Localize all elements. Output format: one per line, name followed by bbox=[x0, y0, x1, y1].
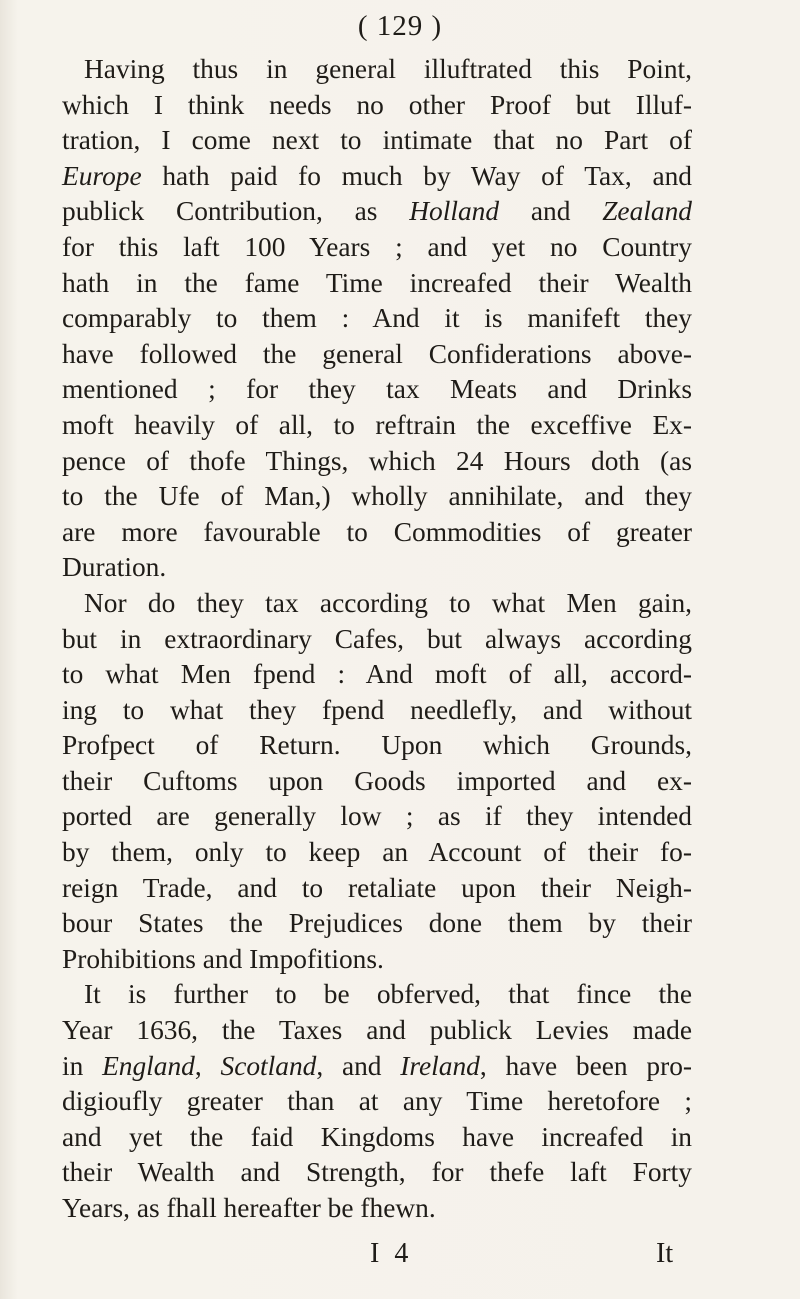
signature-mark: I 4 bbox=[370, 1238, 413, 1269]
text-run: are more favourable to Commodities of greater bbox=[62, 516, 692, 547]
text-line bbox=[62, 1049, 692, 1085]
italic-name: Zealand bbox=[602, 196, 692, 227]
text-run: their Wealth and Strength, for thefe laft Forty bbox=[62, 1157, 692, 1188]
text-run: Profpect of Return. Upon which Grounds, bbox=[62, 730, 692, 761]
text-line bbox=[62, 728, 692, 764]
text-line bbox=[62, 266, 692, 302]
text-line bbox=[62, 586, 692, 622]
text-line bbox=[62, 123, 692, 159]
text-run: digioufly greater than at any Time heretofore ; bbox=[62, 1086, 692, 1117]
text-run: Year 1636, the Taxes and publick Levies made bbox=[62, 1015, 692, 1046]
text-run: , have been pro- bbox=[479, 1050, 693, 1081]
text-line bbox=[62, 372, 692, 408]
text-run: Nor do they tax according to what Men gain, bbox=[84, 587, 692, 618]
text-run: , and bbox=[316, 1050, 401, 1081]
text-run: in bbox=[62, 1050, 103, 1081]
text-run: mentioned ; for they tax Meats and Drinks bbox=[62, 374, 692, 405]
text-run: It is further to be obferved, that fince the bbox=[84, 979, 692, 1010]
text-run: Years, as fhall hereafter be fhewn. bbox=[62, 1193, 436, 1223]
text-run: reign Trade, and to retaliate upon their Neigh- bbox=[62, 872, 692, 903]
text-line bbox=[62, 764, 692, 800]
text-run: for this laft 100 Years ; and yet no Country bbox=[62, 231, 692, 262]
text-line bbox=[62, 1120, 692, 1156]
text-run: Duration. bbox=[62, 552, 167, 583]
text-line bbox=[62, 835, 692, 871]
text-line bbox=[62, 622, 692, 658]
italic-name: Ireland bbox=[400, 1050, 480, 1081]
text-line bbox=[62, 871, 692, 907]
text-run: but in extraordinary Cafes, but always according bbox=[62, 623, 692, 654]
body-text bbox=[62, 52, 692, 1227]
text-line bbox=[62, 1191, 692, 1227]
text-run: comparably to them : And it is manifeft they bbox=[62, 303, 692, 334]
text-line bbox=[62, 1155, 692, 1191]
text-line bbox=[62, 657, 692, 693]
page-number: ( 129 ) bbox=[357, 10, 443, 42]
page-footer bbox=[0, 1238, 800, 1278]
italic-name: England bbox=[102, 1050, 195, 1081]
text-line bbox=[62, 550, 692, 586]
text-run: ported are generally low ; as if they intended bbox=[62, 801, 692, 832]
text-line bbox=[62, 977, 692, 1013]
text-run: ing to what they fpend needlefly, and without bbox=[62, 694, 692, 725]
text-run: their Cuftoms upon Goods imported and ex- bbox=[62, 765, 692, 796]
text-line bbox=[62, 444, 692, 480]
text-line bbox=[62, 799, 692, 835]
text-run: have followed the general Confiderations above- bbox=[62, 338, 692, 369]
text-run: and yet the faid Kingdoms have increafed in bbox=[62, 1121, 692, 1152]
text-line bbox=[62, 1084, 692, 1120]
text-line bbox=[62, 52, 692, 88]
text-line bbox=[62, 1013, 692, 1049]
text-run: , bbox=[194, 1050, 221, 1081]
text-line bbox=[62, 159, 692, 195]
text-line bbox=[62, 942, 692, 978]
catchword: It bbox=[656, 1238, 674, 1269]
italic-name: Europe bbox=[62, 160, 142, 191]
text-run: to what Men fpend : And moft of all, accord- bbox=[62, 659, 692, 690]
text-run: publick Contribution, as bbox=[62, 196, 410, 227]
text-run: hath paid fo much by Way of Tax, and bbox=[141, 160, 692, 191]
text-run: which I think needs no other Proof but Illuf- bbox=[62, 89, 692, 120]
text-run: bour States the Prejudices done them by their bbox=[62, 908, 692, 939]
text-line bbox=[62, 337, 692, 373]
text-line bbox=[62, 408, 692, 444]
text-run: Having thus in general illuftrated this Point, bbox=[84, 54, 692, 84]
text-line bbox=[62, 194, 692, 230]
text-line bbox=[62, 515, 692, 551]
italic-name: Scotland bbox=[220, 1050, 317, 1081]
text-line bbox=[62, 479, 692, 515]
text-line bbox=[62, 906, 692, 942]
text-run: pence of thofe Things, which 24 Hours doth (as bbox=[62, 445, 692, 476]
text-run: and bbox=[499, 196, 603, 227]
text-line bbox=[62, 88, 692, 124]
text-line bbox=[62, 693, 692, 729]
text-run: moft heavily of all, to reftrain the exceffive Ex- bbox=[62, 409, 692, 440]
text-line bbox=[62, 230, 692, 266]
text-run: Prohibitions and Impofitions. bbox=[62, 943, 384, 974]
text-line bbox=[62, 301, 692, 337]
text-run: hath in the fame Time increafed their Wealth bbox=[62, 267, 692, 298]
text-run: to the Ufe of Man,) wholly annihilate, and they bbox=[62, 481, 692, 512]
text-run: by them, only to keep an Account of their fo- bbox=[62, 837, 692, 868]
text-run: tration, I come next to intimate that no Part of bbox=[62, 125, 692, 156]
italic-name: Holland bbox=[409, 196, 500, 227]
